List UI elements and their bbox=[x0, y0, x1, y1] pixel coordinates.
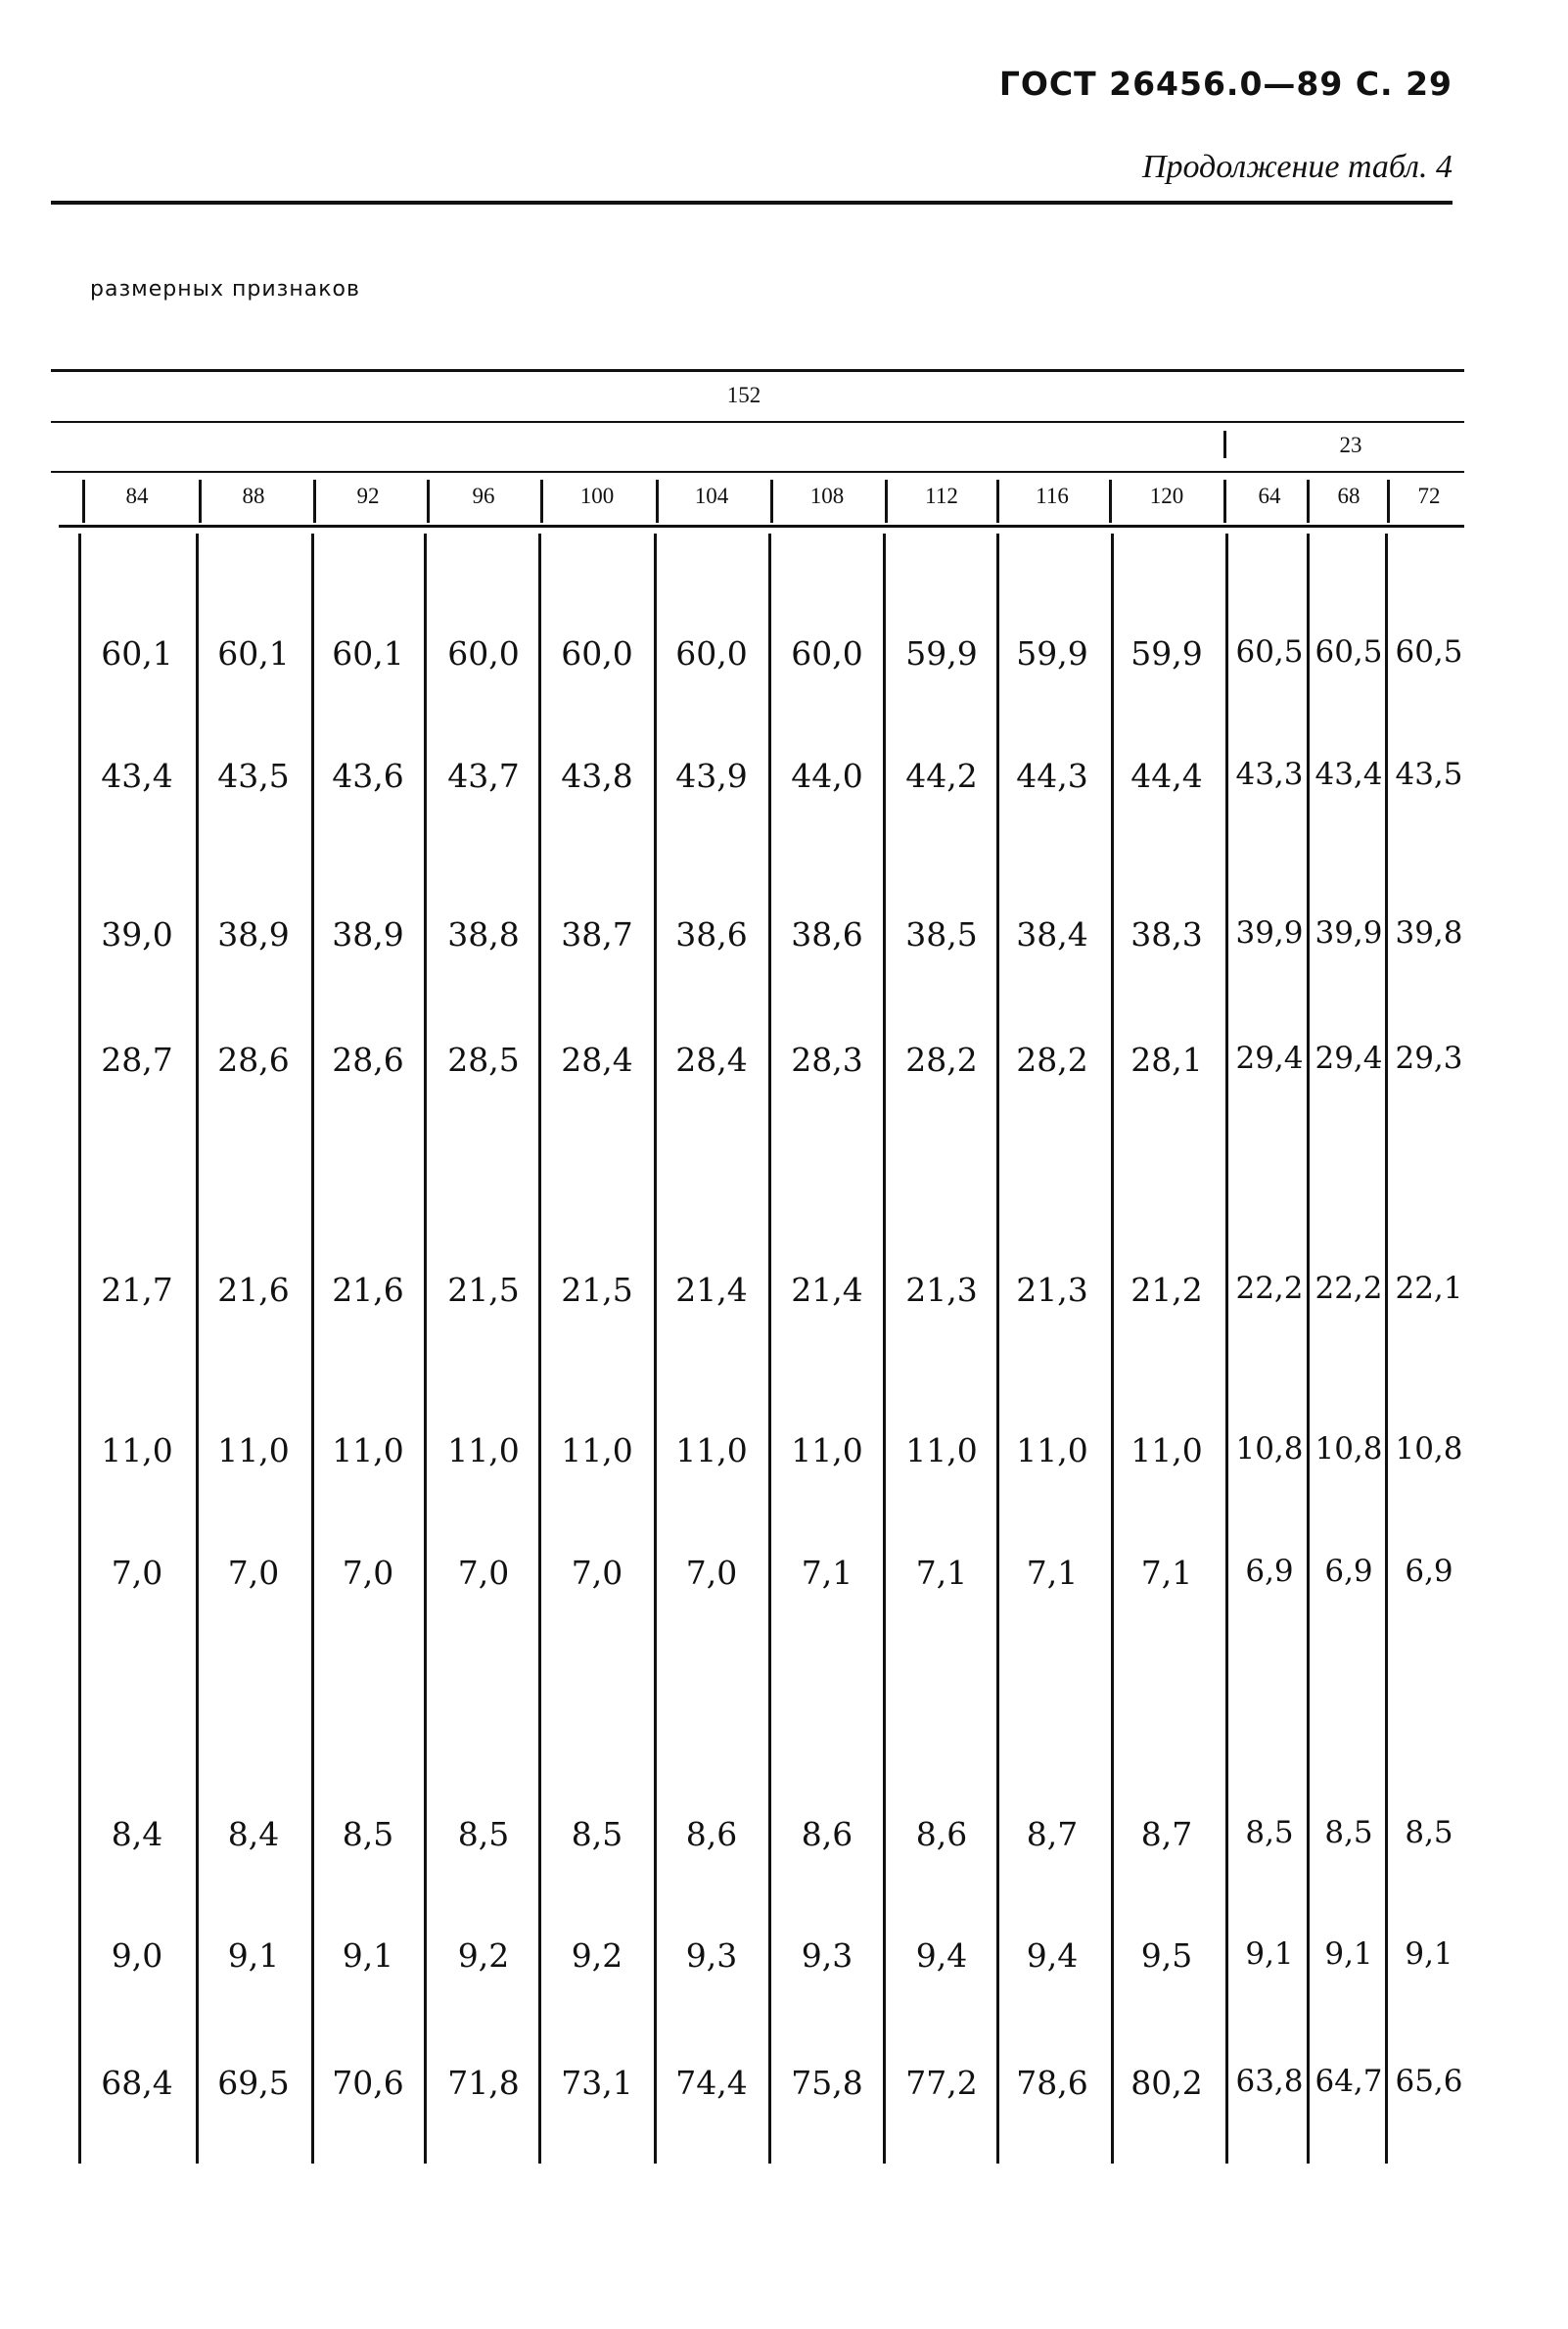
table-cell: 21,2 bbox=[1130, 1271, 1203, 1309]
table-cell: 9,3 bbox=[801, 1936, 853, 1975]
table-cell: 38,6 bbox=[791, 915, 863, 954]
page-header-standard: ГОСТ 26456.0—89 С. 29 bbox=[998, 65, 1453, 103]
table-cell: 10,8 bbox=[1314, 1431, 1383, 1467]
table-cell: 43,5 bbox=[217, 757, 290, 795]
table-cell: 28,2 bbox=[905, 1041, 978, 1079]
table-cell: 63,8 bbox=[1235, 2064, 1304, 2099]
column-header-divider bbox=[427, 480, 430, 523]
table-cell: 8,5 bbox=[1245, 1815, 1294, 1850]
table-cell: 7,0 bbox=[111, 1554, 163, 1592]
table-cell: 44,3 bbox=[1016, 757, 1088, 795]
table-cell: 11,0 bbox=[101, 1431, 173, 1469]
table-cell: 8,5 bbox=[342, 1815, 394, 1853]
table-cell: 9,1 bbox=[342, 1936, 394, 1975]
table-cell: 70,6 bbox=[332, 2064, 404, 2102]
table-cell: 21,5 bbox=[447, 1271, 520, 1309]
table-cell: 21,6 bbox=[332, 1271, 404, 1309]
table-cell: 8,6 bbox=[915, 1815, 968, 1853]
table-cell: 73,1 bbox=[561, 2064, 633, 2102]
table-cell: 21,4 bbox=[675, 1271, 748, 1309]
column-header-divider bbox=[1387, 480, 1390, 523]
column-divider bbox=[1225, 534, 1228, 2164]
table-cell: 7,0 bbox=[571, 1554, 623, 1592]
column-header-divider bbox=[540, 480, 543, 523]
table-cell: 43,9 bbox=[675, 757, 748, 795]
table-cell: 9,2 bbox=[571, 1936, 623, 1975]
table-cell: 60,0 bbox=[447, 634, 520, 673]
table-cell: 9,2 bbox=[457, 1936, 510, 1975]
group-label-23: 23 bbox=[1339, 433, 1362, 457]
table-cell: 60,5 bbox=[1395, 634, 1463, 670]
table-cell: 43,7 bbox=[447, 757, 520, 795]
column-header-divider bbox=[313, 480, 316, 523]
table-cell: 44,2 bbox=[905, 757, 978, 795]
table-cell: 11,0 bbox=[675, 1431, 748, 1469]
table-cell: 9,0 bbox=[111, 1936, 163, 1975]
table-cell: 7,1 bbox=[801, 1554, 853, 1592]
column-header: 68 bbox=[1337, 484, 1360, 508]
column-header: 120 bbox=[1149, 484, 1184, 508]
table-cell: 59,9 bbox=[1130, 634, 1203, 673]
table-cell: 43,6 bbox=[332, 757, 404, 795]
table-cell: 22,2 bbox=[1235, 1271, 1304, 1306]
table-cell: 80,2 bbox=[1130, 2064, 1203, 2102]
table-cell: 21,6 bbox=[217, 1271, 290, 1309]
table-cell: 9,4 bbox=[1026, 1936, 1079, 1975]
table-cell: 11,0 bbox=[561, 1431, 633, 1469]
table-cell: 60,5 bbox=[1235, 634, 1304, 670]
table-cell: 60,0 bbox=[561, 634, 633, 673]
table-cell: 22,1 bbox=[1395, 1271, 1463, 1306]
table-cell: 39,9 bbox=[1314, 915, 1383, 951]
table-cell: 38,6 bbox=[675, 915, 748, 954]
column-divider bbox=[78, 534, 81, 2164]
column-header-divider bbox=[82, 480, 85, 523]
table-cell: 44,4 bbox=[1130, 757, 1203, 795]
table-cell: 39,8 bbox=[1395, 915, 1463, 951]
table-cell: 9,1 bbox=[1245, 1936, 1294, 1972]
subgroup-rule bbox=[51, 471, 1464, 473]
table-cell: 60,1 bbox=[101, 634, 173, 673]
table-cell: 8,6 bbox=[801, 1815, 853, 1853]
table-cell: 38,4 bbox=[1016, 915, 1088, 954]
table-cell: 60,0 bbox=[675, 634, 748, 673]
table-cell: 39,0 bbox=[101, 915, 173, 954]
table-cell: 7,1 bbox=[1140, 1554, 1193, 1592]
table-cell: 39,9 bbox=[1235, 915, 1304, 951]
table-cell: 7,0 bbox=[685, 1554, 738, 1592]
table-cell: 28,3 bbox=[791, 1041, 863, 1079]
table-cell: 11,0 bbox=[332, 1431, 404, 1469]
column-header-divider bbox=[1223, 480, 1226, 523]
table-cell: 9,5 bbox=[1140, 1936, 1193, 1975]
table-cell: 64,7 bbox=[1314, 2064, 1383, 2099]
table-cell: 8,6 bbox=[685, 1815, 738, 1853]
table-cell: 43,8 bbox=[561, 757, 633, 795]
table-cell: 65,6 bbox=[1395, 2064, 1463, 2099]
table-cell: 69,5 bbox=[217, 2064, 290, 2102]
top-rule bbox=[51, 201, 1453, 205]
group-2-divider bbox=[1223, 431, 1226, 458]
column-header: 96 bbox=[472, 484, 495, 508]
table-cell: 29,4 bbox=[1314, 1041, 1383, 1076]
table-cell: 78,6 bbox=[1016, 2064, 1088, 2102]
table-cell: 6,9 bbox=[1324, 1554, 1373, 1589]
table-cell: 71,8 bbox=[447, 2064, 520, 2102]
column-header: 112 bbox=[925, 484, 958, 508]
group-label-152: 152 bbox=[726, 383, 761, 407]
table-cell: 68,4 bbox=[101, 2064, 173, 2102]
table-cell: 43,4 bbox=[101, 757, 173, 795]
table-cell: 8,4 bbox=[111, 1815, 163, 1853]
column-divider bbox=[196, 534, 199, 2164]
table-cell: 11,0 bbox=[1016, 1431, 1088, 1469]
table-cell: 22,2 bbox=[1314, 1271, 1383, 1306]
table-cell: 38,9 bbox=[217, 915, 290, 954]
column-header-divider bbox=[885, 480, 888, 523]
table-continuation-label: Продолжение табл. 4 bbox=[1141, 149, 1453, 185]
table-cell: 11,0 bbox=[447, 1431, 520, 1469]
table-cell: 11,0 bbox=[217, 1431, 290, 1469]
table-cell: 29,4 bbox=[1235, 1041, 1304, 1076]
column-header-rule bbox=[59, 525, 1464, 528]
table-cell: 9,1 bbox=[227, 1936, 280, 1975]
table-cell: 21,3 bbox=[905, 1271, 978, 1309]
table-cell: 59,9 bbox=[905, 634, 978, 673]
column-header: 92 bbox=[356, 484, 380, 508]
column-divider bbox=[883, 534, 886, 2164]
column-divider bbox=[654, 534, 657, 2164]
table-top-rule bbox=[51, 369, 1464, 372]
group-rule bbox=[51, 421, 1464, 423]
table-cell: 7,0 bbox=[342, 1554, 394, 1592]
column-header: 108 bbox=[809, 484, 845, 508]
table-cell: 44,0 bbox=[791, 757, 863, 795]
table-cell: 43,4 bbox=[1314, 757, 1383, 792]
table-cell: 28,4 bbox=[561, 1041, 633, 1079]
table-cell: 8,7 bbox=[1140, 1815, 1193, 1853]
table-cell: 10,8 bbox=[1395, 1431, 1463, 1467]
column-header: 72 bbox=[1417, 484, 1441, 508]
table-cell: 43,5 bbox=[1395, 757, 1463, 792]
table-cell: 7,1 bbox=[1026, 1554, 1079, 1592]
table-cell: 21,3 bbox=[1016, 1271, 1088, 1309]
table-cell: 11,0 bbox=[1130, 1431, 1203, 1469]
table-cell: 74,4 bbox=[675, 2064, 748, 2102]
column-header: 88 bbox=[242, 484, 265, 508]
table-cell: 28,1 bbox=[1130, 1041, 1203, 1079]
table-cell: 6,9 bbox=[1405, 1554, 1453, 1589]
table-cell: 38,7 bbox=[561, 915, 633, 954]
table-cell: 59,9 bbox=[1016, 634, 1088, 673]
table-cell: 60,1 bbox=[332, 634, 404, 673]
table-cell: 9,1 bbox=[1405, 1936, 1453, 1972]
table-cell: 21,5 bbox=[561, 1271, 633, 1309]
table-cell: 8,7 bbox=[1026, 1815, 1079, 1853]
table-cell: 8,4 bbox=[227, 1815, 280, 1853]
table-cell: 11,0 bbox=[905, 1431, 978, 1469]
column-header: 104 bbox=[694, 484, 729, 508]
table-cell: 38,8 bbox=[447, 915, 520, 954]
table-cell: 9,1 bbox=[1324, 1936, 1373, 1972]
table-cell: 11,0 bbox=[791, 1431, 863, 1469]
table-cell: 7,0 bbox=[457, 1554, 510, 1592]
table-cell: 8,5 bbox=[571, 1815, 623, 1853]
column-header: 100 bbox=[579, 484, 615, 508]
table-cell: 28,5 bbox=[447, 1041, 520, 1079]
table-cell: 38,5 bbox=[905, 915, 978, 954]
table-cell: 8,5 bbox=[1405, 1815, 1453, 1850]
column-header-divider bbox=[1307, 480, 1310, 523]
table-cell: 7,0 bbox=[227, 1554, 280, 1592]
table-cell: 9,3 bbox=[685, 1936, 738, 1975]
table-cell: 60,5 bbox=[1314, 634, 1383, 670]
table-cell: 60,1 bbox=[217, 634, 290, 673]
table-cell: 8,5 bbox=[1324, 1815, 1373, 1850]
column-header-divider bbox=[656, 480, 659, 523]
column-header: 116 bbox=[1036, 484, 1069, 508]
table-cell: 9,4 bbox=[915, 1936, 968, 1975]
table-cell: 21,4 bbox=[791, 1271, 863, 1309]
table-cell: 29,3 bbox=[1395, 1041, 1463, 1076]
table-cell: 77,2 bbox=[905, 2064, 978, 2102]
table-cell: 6,9 bbox=[1245, 1554, 1294, 1589]
column-divider bbox=[768, 534, 771, 2164]
table-cell: 7,1 bbox=[915, 1554, 968, 1592]
table-cell: 28,7 bbox=[101, 1041, 173, 1079]
table-cell: 38,3 bbox=[1130, 915, 1203, 954]
column-divider bbox=[538, 534, 541, 2164]
column-header-divider bbox=[770, 480, 773, 523]
table-cell: 28,6 bbox=[332, 1041, 404, 1079]
table-cell: 28,4 bbox=[675, 1041, 748, 1079]
table-cell: 28,2 bbox=[1016, 1041, 1088, 1079]
table-cell: 43,3 bbox=[1235, 757, 1304, 792]
table-cell: 21,7 bbox=[101, 1271, 173, 1309]
table-cell: 38,9 bbox=[332, 915, 404, 954]
table-caption: размерных признаков bbox=[90, 277, 360, 302]
column-header-divider bbox=[199, 480, 202, 523]
column-header-divider bbox=[996, 480, 999, 523]
column-header-divider bbox=[1109, 480, 1112, 523]
table-cell: 8,5 bbox=[457, 1815, 510, 1853]
column-header: 84 bbox=[125, 484, 149, 508]
column-divider bbox=[424, 534, 427, 2164]
table-cell: 10,8 bbox=[1235, 1431, 1304, 1467]
table-cell: 28,6 bbox=[217, 1041, 290, 1079]
table-cell: 75,8 bbox=[791, 2064, 863, 2102]
table-cell: 60,0 bbox=[791, 634, 863, 673]
column-header: 64 bbox=[1258, 484, 1281, 508]
